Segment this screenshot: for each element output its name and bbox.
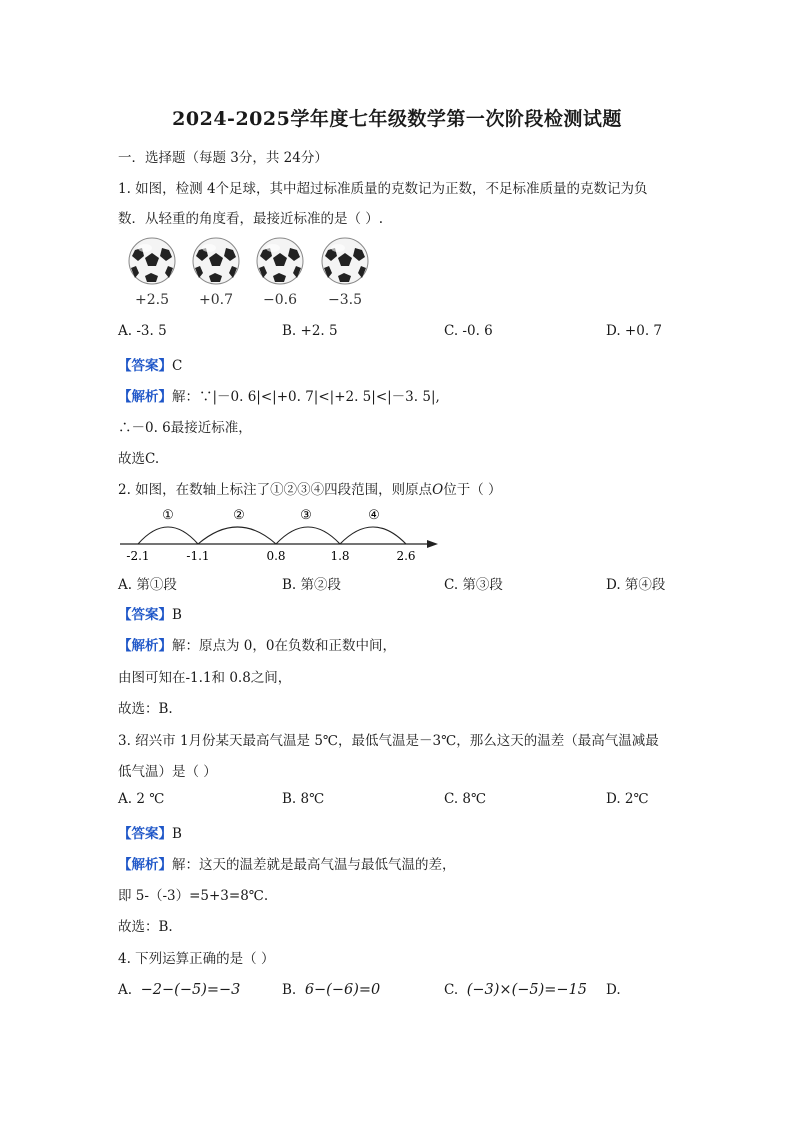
q3-option-b: B. 8℃ <box>282 791 325 807</box>
q4-option-c <box>444 982 587 998</box>
analysis-text: 解：原点为 0，0在负数和正数中间， <box>172 638 396 654</box>
page-title: 2024-2025学年度七年级数学第一次阶段检测试题 <box>172 108 622 130</box>
q2-stem-text: 2. 如图，在数轴上标注了①②③④四段范围，则原点 <box>118 482 433 498</box>
q3-option-a: A. 2 ℃ <box>118 791 165 807</box>
q1-analysis-line1 <box>118 385 440 405</box>
analysis-tag: 【解析】 <box>118 389 172 405</box>
segment-label-1: ① <box>162 508 174 523</box>
q3-option-c: C. 8℃ <box>444 791 487 807</box>
soccer-ball-icon <box>255 236 305 286</box>
q3-analysis-line2: 即 5-（-3）=5+3=8℃. <box>118 888 269 904</box>
q2-analysis-line3: 故选：B. <box>118 701 173 717</box>
ball-label: +2.5 <box>135 292 169 308</box>
answer-tag: 【答案】 <box>118 358 172 374</box>
q4-option-b <box>282 982 380 998</box>
segment-arc-4 <box>340 527 406 544</box>
tick-label-1: -2.1 <box>126 549 150 563</box>
q1-option-d: D. +0. 7 <box>606 323 662 339</box>
soccer-ball-icon <box>320 236 370 286</box>
q1-stem-line2: 数．从轻重的角度看，最接近标准的是（ ）. <box>118 211 384 227</box>
soccer-ball-1 <box>122 236 182 308</box>
segment-arc-1 <box>138 527 198 544</box>
segment-arc-3 <box>276 527 340 544</box>
q2-option-d: D. 第④段 <box>606 577 666 593</box>
q2-answer <box>118 603 182 623</box>
segment-label-3: ③ <box>300 508 312 523</box>
q3-stem-line1: 3. 绍兴市 1月份某天最高气温是 5℃，最低气温是－3℃，那么这天的温差（最高气温减最 <box>118 733 659 749</box>
soccer-ball-3 <box>250 236 310 308</box>
q4-option-d <box>606 982 629 998</box>
soccer-ball-4 <box>315 236 375 308</box>
q1-answer <box>118 354 182 374</box>
q2-option-c: C. 第③段 <box>444 577 503 593</box>
q4-option-a <box>118 982 240 998</box>
tick-label-2: -1.1 <box>186 549 210 563</box>
option-expression: −2−(−5)=−3 <box>140 982 241 998</box>
option-expression: 6−(−6)=0 <box>304 982 381 998</box>
option-expression: (−3)×(−5)=−15 <box>466 982 588 998</box>
option-letter: A. <box>118 982 133 998</box>
q1-analysis-line2: ∴－0. 6最接近标准， <box>118 420 252 436</box>
analysis-tag: 【解析】 <box>118 857 172 873</box>
q3-option-d: D. 2℃ <box>606 791 649 807</box>
ball-label: +0.7 <box>199 292 233 308</box>
q2-option-b: B. 第②段 <box>282 577 342 593</box>
soccer-ball-icon <box>191 236 241 286</box>
origin-variable: O <box>432 482 444 498</box>
tick-label-5: 2.6 <box>396 549 416 563</box>
analysis-text: 解：∵|－0. 6|<|+0. 7|<|+2. 5|<|－3. 5|, <box>172 389 440 405</box>
ball-label: −0.6 <box>263 292 297 308</box>
q4-stem: 4. 下列运算正确的是（ ） <box>118 951 275 967</box>
option-letter: D. <box>606 982 621 998</box>
segment-arc-2 <box>198 527 276 544</box>
segment-label-2: ② <box>233 508 245 523</box>
q2-option-a: A. 第①段 <box>118 577 177 593</box>
q3-analysis-line1 <box>118 853 456 873</box>
analysis-text: 解：这天的温差就是最高气温与最低气温的差， <box>172 857 456 873</box>
q3-stem-line2: 低气温）是（ ） <box>118 764 217 780</box>
option-letter: B. <box>282 982 297 998</box>
q1-stem-line1: 1. 如图，检测 4个足球，其中超过标准质量的克数记为正数，不足标准质量的克数记为负 <box>118 181 648 197</box>
q1-option-a: A. -3. 5 <box>118 323 167 339</box>
answer-tag: 【答案】 <box>118 826 172 842</box>
q2-analysis-line1 <box>118 634 396 654</box>
answer-value: B <box>172 826 182 842</box>
q2-stem-tail: 位于（ ） <box>443 482 502 498</box>
number-line-diagram <box>118 498 448 564</box>
tick-label-3: 0.8 <box>266 549 286 563</box>
answer-value: B <box>172 607 182 623</box>
q1-analysis-line3: 故选C. <box>118 451 160 467</box>
q2-stem <box>118 478 502 498</box>
arrow-head-icon <box>427 540 438 548</box>
tick-label-4: 1.8 <box>330 549 350 563</box>
option-letter: C. <box>444 982 459 998</box>
q3-answer <box>118 822 182 842</box>
answer-tag: 【答案】 <box>118 607 172 623</box>
q3-analysis-line3: 故选：B. <box>118 919 173 935</box>
analysis-tag: 【解析】 <box>118 638 172 654</box>
q2-analysis-line2: 由图可知在-1.1和 0.8之间， <box>118 670 292 686</box>
q1-option-c: C. -0. 6 <box>444 323 493 339</box>
q1-option-b: B. +2. 5 <box>282 323 338 339</box>
soccer-ball-2 <box>186 236 246 308</box>
soccer-ball-icon <box>127 236 177 286</box>
section-heading: 一．选择题（每题 3分，共 24分） <box>118 150 328 166</box>
segment-label-4: ④ <box>368 508 380 523</box>
answer-value: C <box>172 358 183 374</box>
ball-label: −3.5 <box>328 292 362 308</box>
